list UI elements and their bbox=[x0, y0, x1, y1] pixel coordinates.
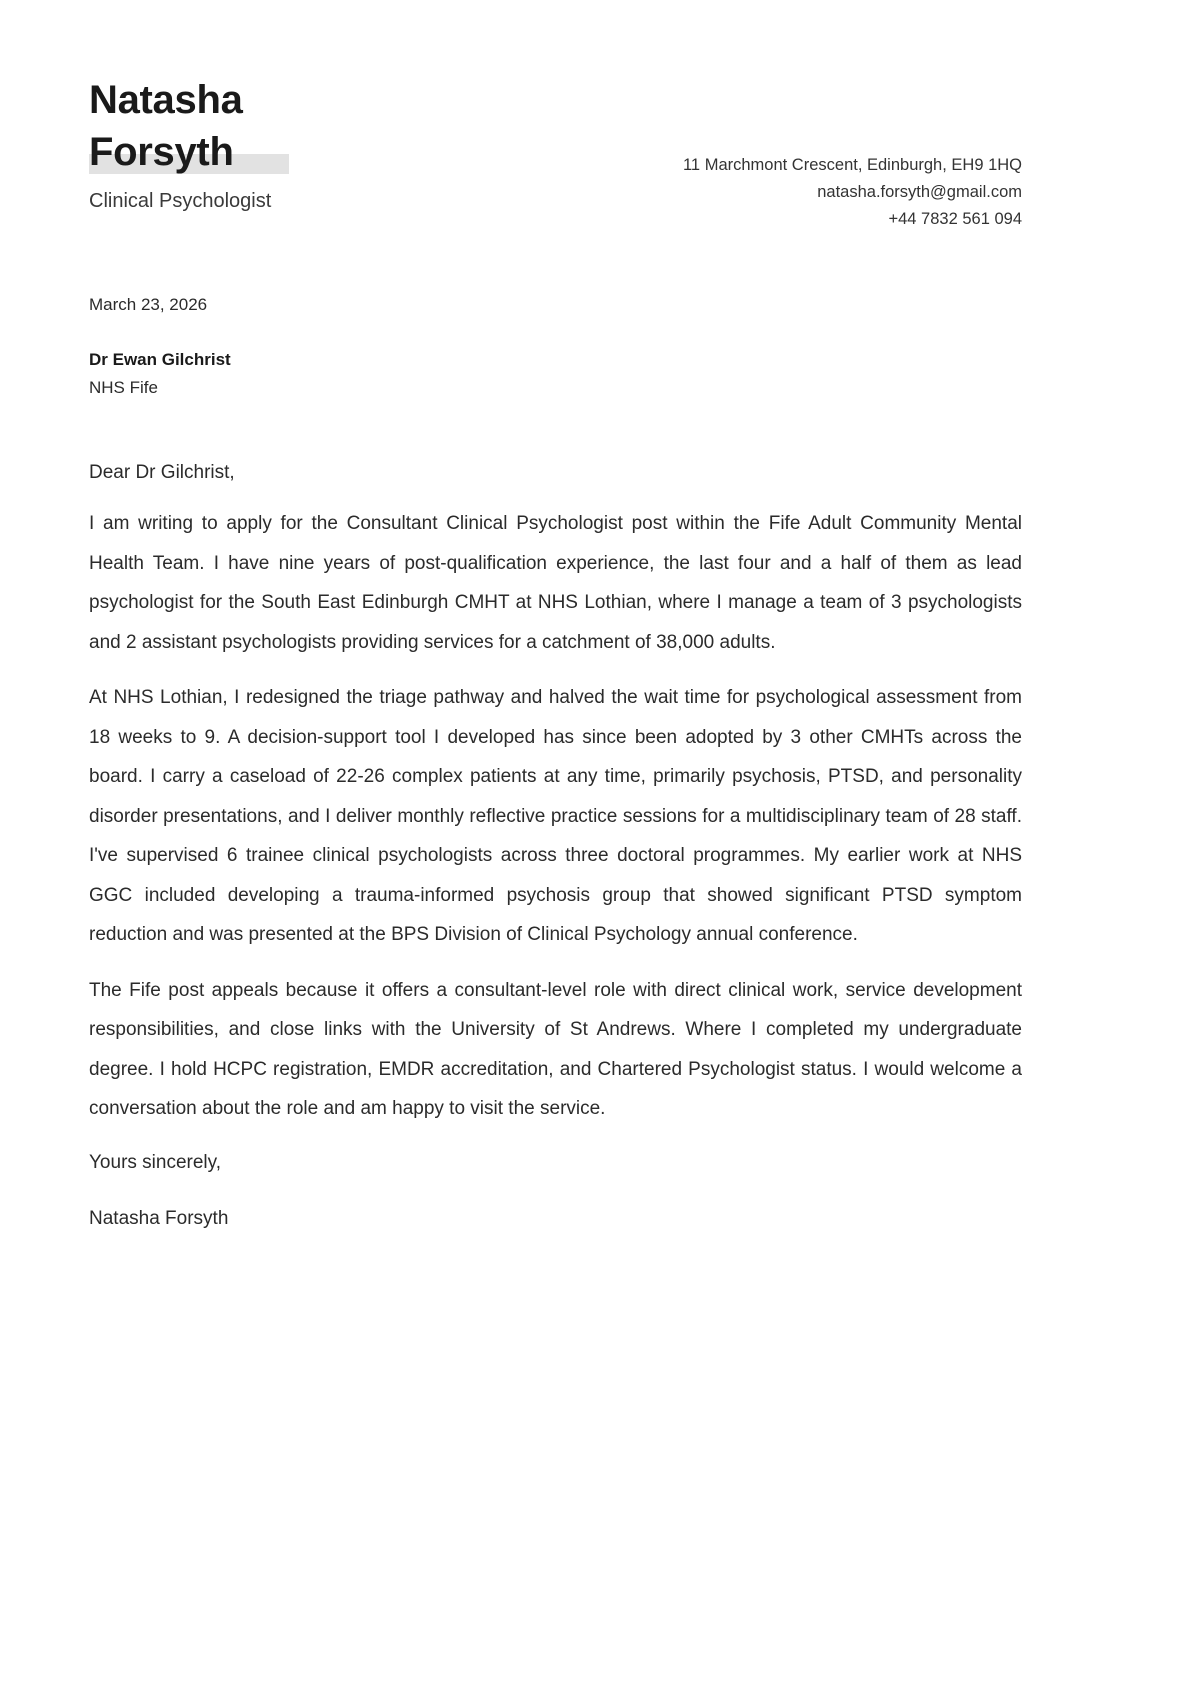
sender-last-name-wrap bbox=[89, 126, 234, 178]
letter-meta bbox=[89, 293, 1022, 401]
contact-email[interactable]: natasha.forsyth@gmail.com bbox=[817, 183, 1022, 201]
letter-header bbox=[89, 74, 1022, 233]
contact-address: 11 Marchmont Crescent, Edinburgh, EH9 1HQ bbox=[682, 156, 1022, 174]
sender-job-title: Clinical Psychologist bbox=[89, 190, 272, 212]
recipient-organisation: NHS Fife bbox=[89, 378, 158, 397]
salutation: Dear Dr Gilchrist, bbox=[89, 462, 235, 483]
signature-name: Natasha Forsyth bbox=[89, 1207, 229, 1229]
body-paragraph: The Fife post appeals because it offers a consultant-level role with direct clinical work, service development responsibilities, and close links with the University of St Andrews. Where I completed my undergraduate degree. I hold HCPC registration, EMDR accreditation, and Chartered Psychologist status. I would welcome a conversation about the role and am happy to visit the service. bbox=[89, 979, 1022, 1119]
contact-block bbox=[449, 74, 1022, 233]
recipient-name: Dr Ewan Gilchrist bbox=[89, 350, 231, 369]
sender-identity bbox=[89, 74, 449, 214]
letter-date: March 23, 2026 bbox=[89, 295, 208, 314]
contact-phone[interactable]: +44 7832 561 094 bbox=[888, 210, 1022, 228]
body-paragraph: I am writing to apply for the Consultant Clinical Psychologist post within the Fife Adult Community Mental Health Team. I have nine years of post-qualification experience, the last four and a half of them as lead psychologist for the South East Edinburgh CMHT at NHS Lothian, where I manage a team of 3 psychologists and 2 assistant psychologists providing services for a catchment of 38,000 adults. bbox=[89, 513, 1022, 653]
body-paragraph: At NHS Lothian, I redesigned the triage pathway and halved the wait time for psychological assessment from 18 weeks to 9. A decision-support tool I developed has since been adopted by 3 other CMHTs across the board. I carry a caseload of 22-26 complex patients at any time, primarily psychosis, PTSD, and personality disorder presentations, and I deliver monthly reflective practice sessions for a multidisciplinary team of 28 staff. I've supervised 6 trainee clinical psychologists across three doctoral programmes. My earlier work at NHS GGC included developing a trauma-informed psychosis group that showed significant PTSD symptom reduction and was presented at the BPS Division of Clinical Psychology annual conference. bbox=[89, 687, 1022, 945]
sender-last-name: Forsyth bbox=[89, 130, 234, 174]
sender-first-name: Natasha bbox=[89, 78, 243, 122]
sender-name bbox=[89, 74, 449, 178]
letter-body bbox=[89, 457, 1022, 1235]
closing-salutation: Yours sincerely, bbox=[89, 1151, 222, 1173]
